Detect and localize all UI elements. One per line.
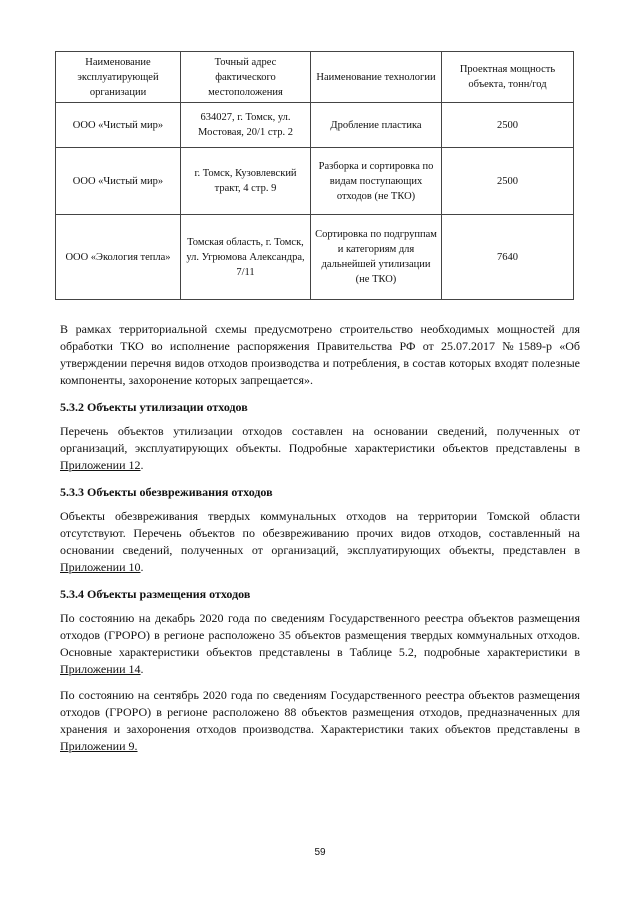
cell-organization: ООО «Чистый мир»: [56, 148, 181, 215]
paragraph-text: По состоянию на сентябрь 2020 года по сведениям Государственного реестра объектов размещения отходов (ГРОРО) в регионе расположено 88 объектов размещения отходов, предназначенных для хранения и захоронения отходов производства. Характеристики таких объектов представлены в: [60, 688, 580, 736]
cell-address: 634027, г. Томск, ул. Мостовая, 20/1 стр. 2: [181, 103, 311, 148]
cell-capacity: 2500: [442, 103, 574, 148]
cell-technology: Разборка и сортировка по видам поступающих отходов (не ТКО): [311, 148, 442, 215]
appendix-14-link[interactable]: Приложении 14: [60, 662, 141, 676]
body-content: [60, 321, 580, 755]
table-header-row: [56, 52, 574, 103]
table-row: [56, 103, 574, 148]
page-number: 59: [314, 847, 326, 858]
placement-paragraph-september: [60, 687, 580, 755]
header-capacity: Проектная мощность объекта, тонн/год: [442, 52, 574, 103]
facilities-table: [55, 51, 574, 300]
table-row: [56, 148, 574, 215]
utilization-paragraph: [60, 423, 580, 474]
header-address: Точный адрес фактического местоположения: [181, 52, 311, 103]
paragraph-text: По состоянию на декабрь 2020 года по сведениям Государственного реестра объектов размещения отходов (ГРОРО) в регионе расположено 35 объектов размещения твердых коммунальных отходов. Основные характеристики объектов представлены в Таблице 5.2, подробные характеристики в: [60, 611, 580, 659]
paragraph-text-end: .: [140, 560, 144, 574]
header-technology: Наименование технологии: [311, 52, 442, 103]
appendix-12-link[interactable]: Приложении 12: [60, 458, 141, 472]
section-heading-utilization: 5.3.2 Объекты утилизации отходов: [60, 400, 248, 414]
cell-capacity: 7640: [442, 215, 574, 300]
paragraph-text: Перечень объектов утилизации отходов составлен на основании сведений, полученных от организаций, эксплуатирующих объекты. Подробные характеристики объектов представлены в: [60, 424, 580, 455]
section-heading-placement: 5.3.4 Объекты размещения отходов: [60, 587, 251, 601]
cell-address: г. Томск, Кузовлевский тракт, 4 стр. 9: [181, 148, 311, 215]
table-row: [56, 215, 574, 300]
cell-technology: Сортировка по подгруппам и категориям для дальнейшей утилизации (не ТКО): [311, 215, 442, 300]
paragraph-text: Объекты обезвреживания твердых коммунальных отходов на территории Томской области отсутствуют. Перечень объектов по обезвреживанию прочих видов отходов, составленный на основании сведений, полученных от организаций, эксплуатирующих объекты, представлен в: [60, 509, 580, 557]
header-organization: Наименование эксплуатирующей организации: [56, 52, 181, 103]
cell-address: Томская область, г. Томск, ул. Угрюмова Александра, 7/11: [181, 215, 311, 300]
placement-paragraph-december: [60, 610, 580, 678]
section-heading-neutralization: 5.3.3 Объекты обезвреживания отходов: [60, 485, 273, 499]
appendix-10-link[interactable]: Приложении 10: [60, 560, 141, 574]
paragraph-text-end: .: [140, 662, 144, 676]
intro-paragraph: В рамках территориальной схемы предусмотрено строительство необходимых мощностей для обработки ТКО во исполнение распоряжения Правительства РФ от 25.07.2017 №1589-р «Об утверждении перечня видов отходов производства и потребления, в состав которых входят полезные компоненты, захоронение которых запрещается».: [60, 322, 580, 387]
paragraph-text-end: .: [140, 458, 144, 472]
cell-organization: ООО «Экология тепла»: [56, 215, 181, 300]
neutralization-paragraph: [60, 508, 580, 576]
cell-capacity: 2500: [442, 148, 574, 215]
cell-organization: ООО «Чистый мир»: [56, 103, 181, 148]
cell-technology: Дробление пластика: [311, 103, 442, 148]
appendix-9-link[interactable]: Приложении 9.: [60, 739, 138, 753]
